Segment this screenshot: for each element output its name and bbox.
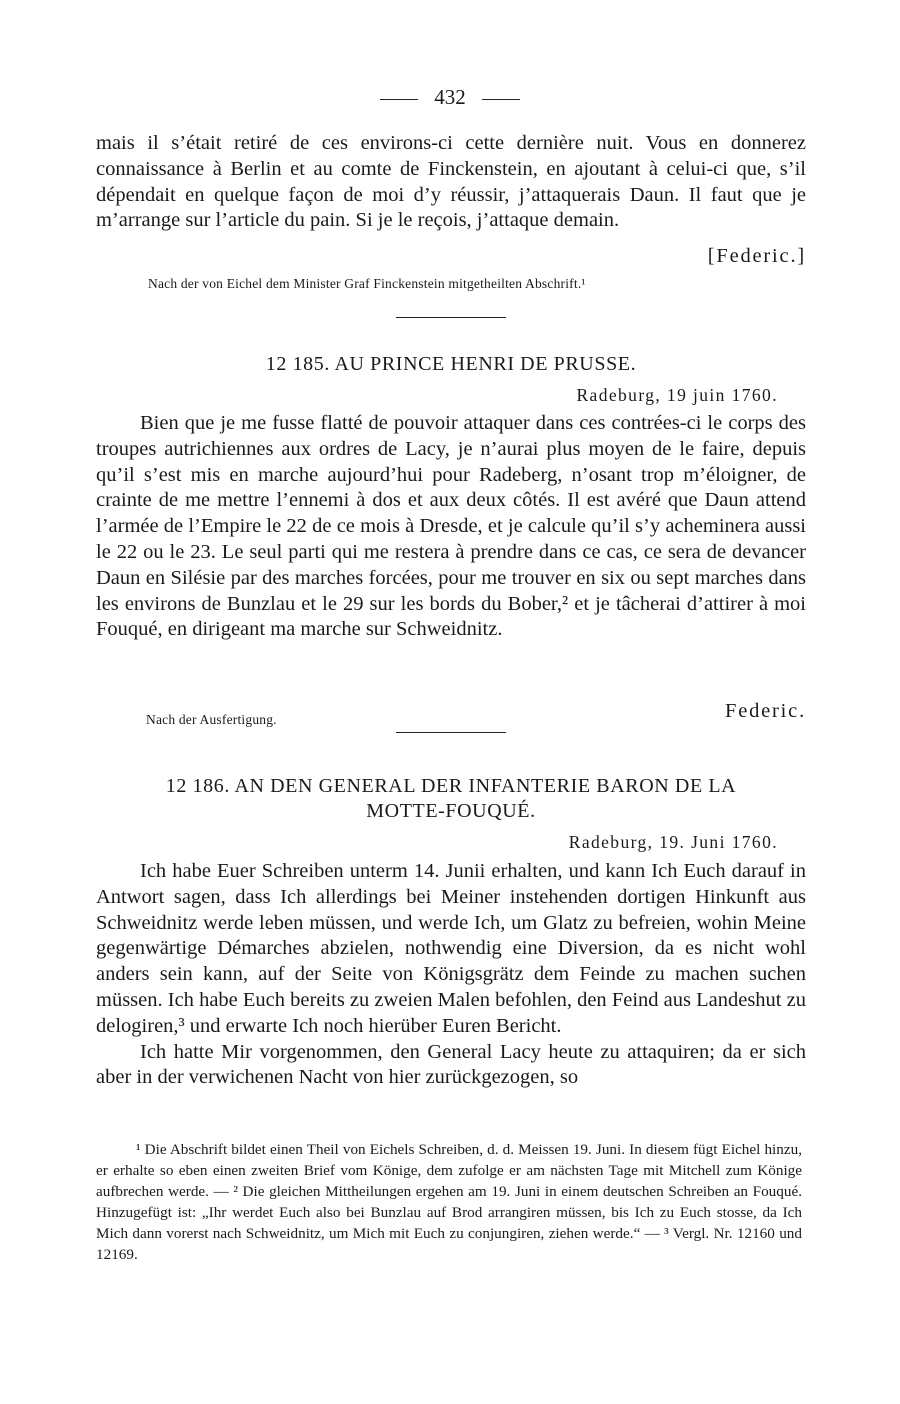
header-rule-right (482, 99, 520, 100)
letter-body-12185 (96, 411, 806, 643)
continued-paragraph: mais il s’était retiré de ces environs-ci cette dernière nuit. Vous en donnerez connaissance à Berlin et au comte de Finckenstein, en ajoutant à celui-ci que, s’il dépendait en quelque façon de moi d’y réussir, j’attaquerais Daun. Il faut que je m’arrange sur l’article du pain. Si je le reçois, j’attaque demain. (96, 132, 806, 232)
heading-line: 12 186. AN DEN GENERAL DER INFANTERIE BARON DE LA (165, 775, 737, 797)
letter-paragraph: Ich habe Euer Schreiben unterm 14. Junii erhalten, und kann Ich Euch darauf in Antwort sagen, dass Ich allerdings bei Meiner instehenden dortigen Hinkunft aus Schweidnitz werde leben müssen, und werde Ich, um Glatz zu befreien, wohin Meine gegenwärtige Démarches abzielen, nothwendig eine Diversion, da es nicht wohl anders sein kann, auf der Seite von Königsgrätz dem Feinde zu machen suchen müssen. Ich habe Euch bereits zu zweien Malen befohlen, den Feind aus Landeshut zu delogiren,³ und erwarte Ich noch hierüber Euren Bericht. (96, 860, 806, 1037)
letter-paragraph: Ich hatte Mir vorgenommen, den General Lacy heute zu attaquiren; da er sich aber in der verwichenen Nacht von hier zurückgezogen, so (96, 1040, 806, 1089)
footnote-text: ¹ Die Abschrift bildet einen Theil von Eichels Schreiben, d. d. Meissen 19. Juni. In diesem fügt Eichel hinzu, er erhalte so eben einen zweiten Brief vom Könige, dem zufolge er am nächsten Tage mit Mitchell zum Könige aufbrechen werde. — ² Die gleichen Mittheilungen ergehen am 19. Juni in einem deutschen Schreiben an Fouqué. Hinzugefügt ist: „Ihr werdet Euch also bei Bunzlau auf Brod arrangiren müssen, bis Ich zu Euch stosse, da Ich Mich dann vorerst nach Schweidnitz, um Mich mit Euch zu conjungiren, ziehen werde.“ — ³ Vergl. Nr. 12160 und 12169. (96, 1141, 802, 1263)
source-note: Nach der Ausfertigung. (146, 712, 277, 727)
section-divider (396, 317, 506, 318)
signature-federic: Federic. (725, 700, 806, 722)
place-date-12186: Radeburg, 19. Juni 1760. (568, 832, 778, 852)
letter-heading-12186 (96, 774, 806, 824)
signature-federic-bracketed: [Federic.] (707, 245, 806, 267)
header-rule-left (380, 99, 418, 100)
letter-heading-12185: 12 185. AU PRINCE HENRI DE PRUSSE. (265, 353, 637, 375)
section-divider (396, 732, 506, 733)
letter-body-12186 (96, 859, 806, 1091)
place-date-12185: Radeburg, 19 juin 1760. (576, 385, 778, 405)
heading-line: MOTTE-FOUQUÉ. (366, 800, 536, 822)
continued-letter (96, 131, 806, 234)
page-number: 432 (434, 85, 466, 109)
source-note: Nach der von Eichel dem Minister Graf Finckenstein mitgetheilten Abschrift.¹ (148, 276, 586, 291)
page-header (0, 85, 900, 110)
letter-paragraph: Bien que je me fusse flatté de pouvoir attaquer dans ces contrées-ci le corps des troupes autrichiennes aux ordres de Lacy, je n’aurai plus moyen de le faire, depuis qu’il s’est mis en marche aujourd’hui pour Radeberg, n’osant trop m’éloigner, de crainte de me mettre l’ennemi à dos et aux deux côtés. Il est avéré que Daun attend l’armée de l’Empire le 22 de ce mois à Dresde, et je calcule qu’il s’y acheminera aussi le 22 ou le 23. Le seul parti qui me restera à prendre dans ce cas, ce sera de devancer Daun en Silésie par des marches forcées, pour me trouver en six ou sept marches dans les environs de Bunzlau et le 29 sur les bords du Bober,² et je tâcherai d’attirer à moi Fouqué, en dirigeant ma marche sur Schweidnitz. (96, 412, 806, 641)
footnotes (96, 1140, 802, 1265)
